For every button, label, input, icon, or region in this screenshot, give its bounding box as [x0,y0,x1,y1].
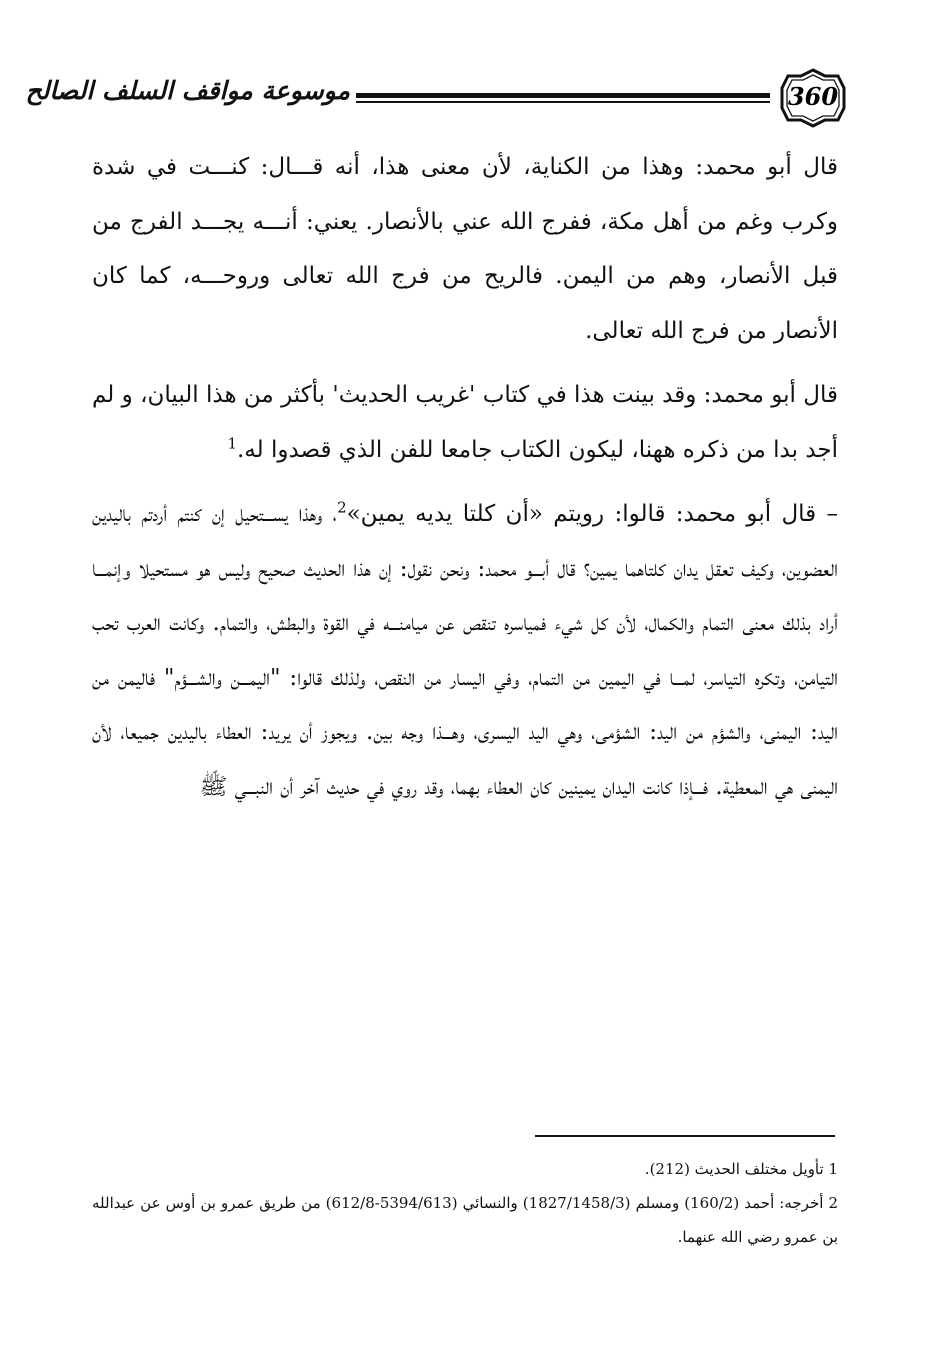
footnote: 2 أخرجه: أحمد (160/2) ومسلم (1827/1458/3) والنسائي (5394/613-612/8) من طريق عمرو بن أوس عن عبدالله بن عمرو رضي الله عنهما. [92,1194,838,1246]
paragraph-text: قال أبو محمد: وهذا من الكناية، لأن معنى هذا، أنه قـــال: كنـــت في شدة وكرب وغم من أهل مكة، ففرج الله عني بالأنصار. يعني: أنـــه يجـــد الفرج من قبل الأنصار، وهم من اليمن. فالريح من فرج الله تعالى وروحـــه، كما كان الأنصار من فرج الله تعالى. [92,154,838,344]
paragraph-text: ، وهذا يســـتحيل إن كنتم أردتم باليدين العضوين، وكيف تعقل يدان كلتاهما يمين؟ قال أبـــو محمد: ونحن نقول: إن هذا الحديث صحيح وليس هو مستحيلا وإنمـــا أراد بذلك معنى التمام والكمال، لأن كل شيء فمياسره تنقص عن ميامنـــه في القوة والبطش، والتمام. وكانت العرب تحب التيامن، وتكره التياسر، لمـــا في اليمين من التمام، وفي اليسار من النقص، ولذلك قالوا: "اليمـــن والشـــؤم" فاليمن من اليد: اليمنى، والشؤم من اليد: الشؤمى، وهي اليد اليسرى، وهـــذا وجه بين. ويجوز أن يريد: العطاء باليدين جميعا، لأن اليمنى هي المعطية. فـــإذا كانت اليدان يمينين كان العطاء بهما، وقد روي في حديث آخر أن النبـــي ﷺ [92,501,838,800]
paragraph [92,140,838,358]
paragraph-text: – قال أبو محمد: قالوا: رويتم «أن كلتا يديه يمين» [346,501,838,527]
footnote: 1 تأويل مختلف الحديث (212). [644,1160,838,1178]
page-header [25,68,848,128]
footnote-mark[interactable]: 1 [227,433,237,452]
paragraph [92,368,838,477]
series-title: موسوعة مواقف السلف الصالح [25,76,350,105]
footnote-separator [535,1135,835,1137]
page-number: 360 [787,82,839,111]
paragraph-text: قال أبو محمد: وقد بينت هذا في كتاب 'غريب الحديث' بأكثر من هذا البيان، و لم أجد بدا من ذكره ههنا، ليكون الكتاب جامعا للفن الذي قصدوا له. [92,382,838,463]
paragraph [92,487,838,814]
header-rule [356,93,770,105]
page-number-badge [778,68,848,128]
main-text [92,140,838,824]
footnotes [92,1152,838,1254]
footnote-mark[interactable]: 2 [337,498,347,517]
